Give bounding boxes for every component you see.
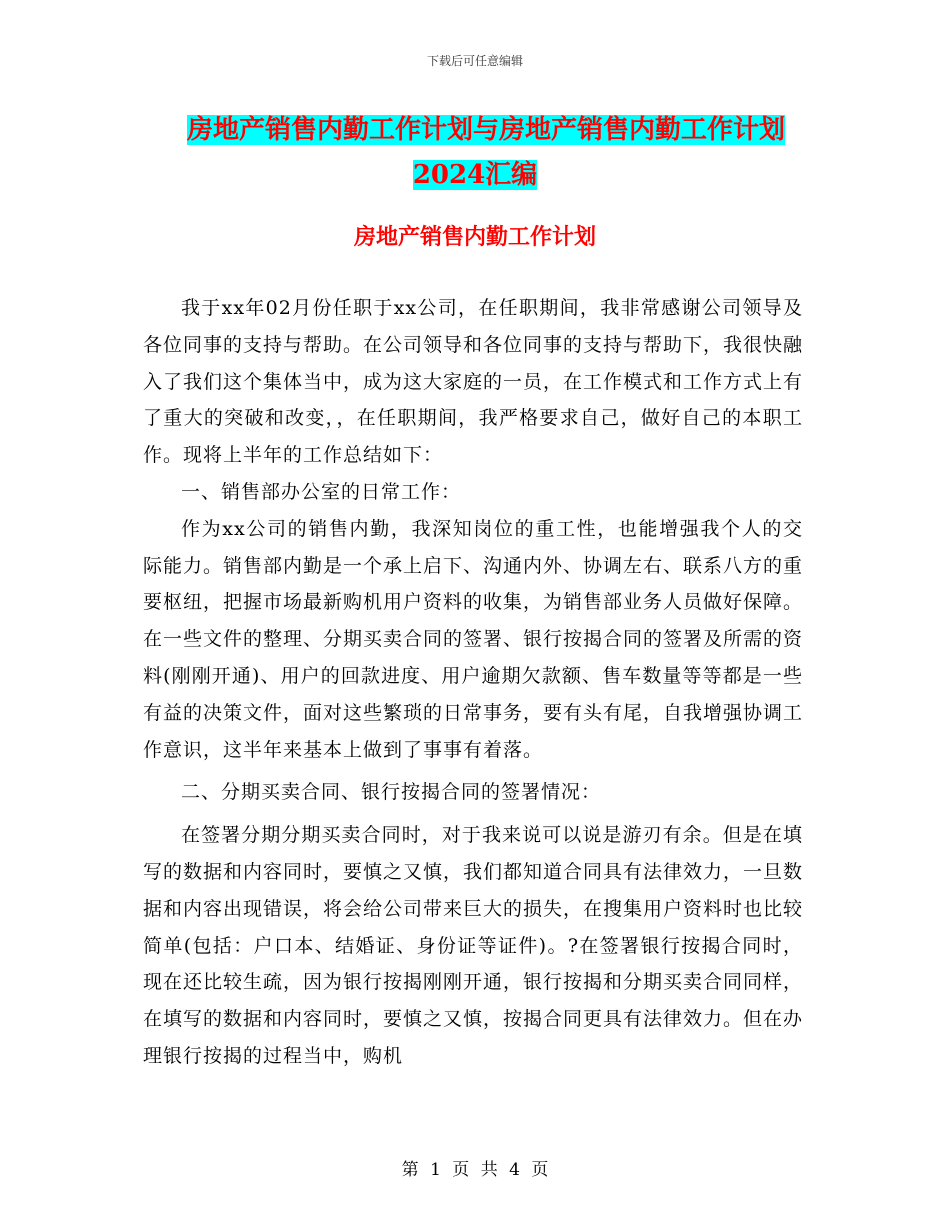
body-paragraph-contracts: 在签署分期分期买卖合同时，对于我来说可以说是游刃有余。但是在填写的数据和内容同时，要慎之又慎，我们都知道合同具有法律效力，一旦数据和内容出现错误，将会给公司带来巨大的损失，在搜集用户资料时也比较简单(包括：户口本、结婚证、身份证等证件)。?在签署银行按揭合同时，现在还比较生疏，因为银行按揭刚刚开通，银行按揭和分期买卖合同同样，在填写的数据和内容同时，要慎之又慎，按揭合同更具有法律效力。但在办理银行按揭的过程当中，购机: [143, 824, 804, 1067]
document-title-line-1: [0, 108, 950, 153]
document-body: [143, 290, 803, 1075]
document-title-line-2: [0, 153, 950, 198]
page-header-note: 下载后可任意编辑: [426, 54, 523, 68]
document-title-line-1-text: 房地产销售内勤工作计划与房地产销售内勤工作计划: [186, 115, 785, 145]
body-paragraph-intro: 我于xx年02月份任职于xx公司，在任职期间，我非常感谢公司领导及各位同事的支持与帮助。在公司领导和各位同事的支持与帮助下，我很快融入了我们这个集体当中，成为这大家庭的一员，在工作模式和工作方式上有了重大的突破和改变，，在任职期间，我严格要求自己，做好自己的本职工作。现将上半年的工作总结如下：: [143, 297, 804, 467]
document-title: [0, 108, 950, 198]
body-subheading-daily-work: 一、销售部办公室的日常工作：: [181, 480, 462, 503]
document-title-line-2-text: 2024汇编: [412, 160, 538, 190]
body-subheading-contracts: 二、分期买卖合同、银行按揭合同的签署情况：: [181, 781, 602, 804]
body-paragraph-daily-work: 作为xx公司的销售内勤，我深知岗位的重工性，也能增强我个人的交际能力。销售部内勤是一个承上启下、沟通内外、协调左右、联系八方的重要枢纽，把握市场最新购机用户资料的收集，为销售部业务人员做好保障。在一些文件的整理、分期买卖合同的签署、银行按揭合同的签署及所需的资料(刚刚开通)、用户的回款进度、用户逾期欠款额、售车数量等等都是一些有益的决策文件，面对这些繁琐的日常事务，要有头有尾，自我增强协调工作意识，这半年来基本上做到了事事有着落。: [143, 517, 804, 761]
page-footer-indicator: 第 1 页 共 4 页: [401, 1160, 549, 1180]
section-heading: 房地产销售内勤工作计划: [353, 224, 596, 250]
